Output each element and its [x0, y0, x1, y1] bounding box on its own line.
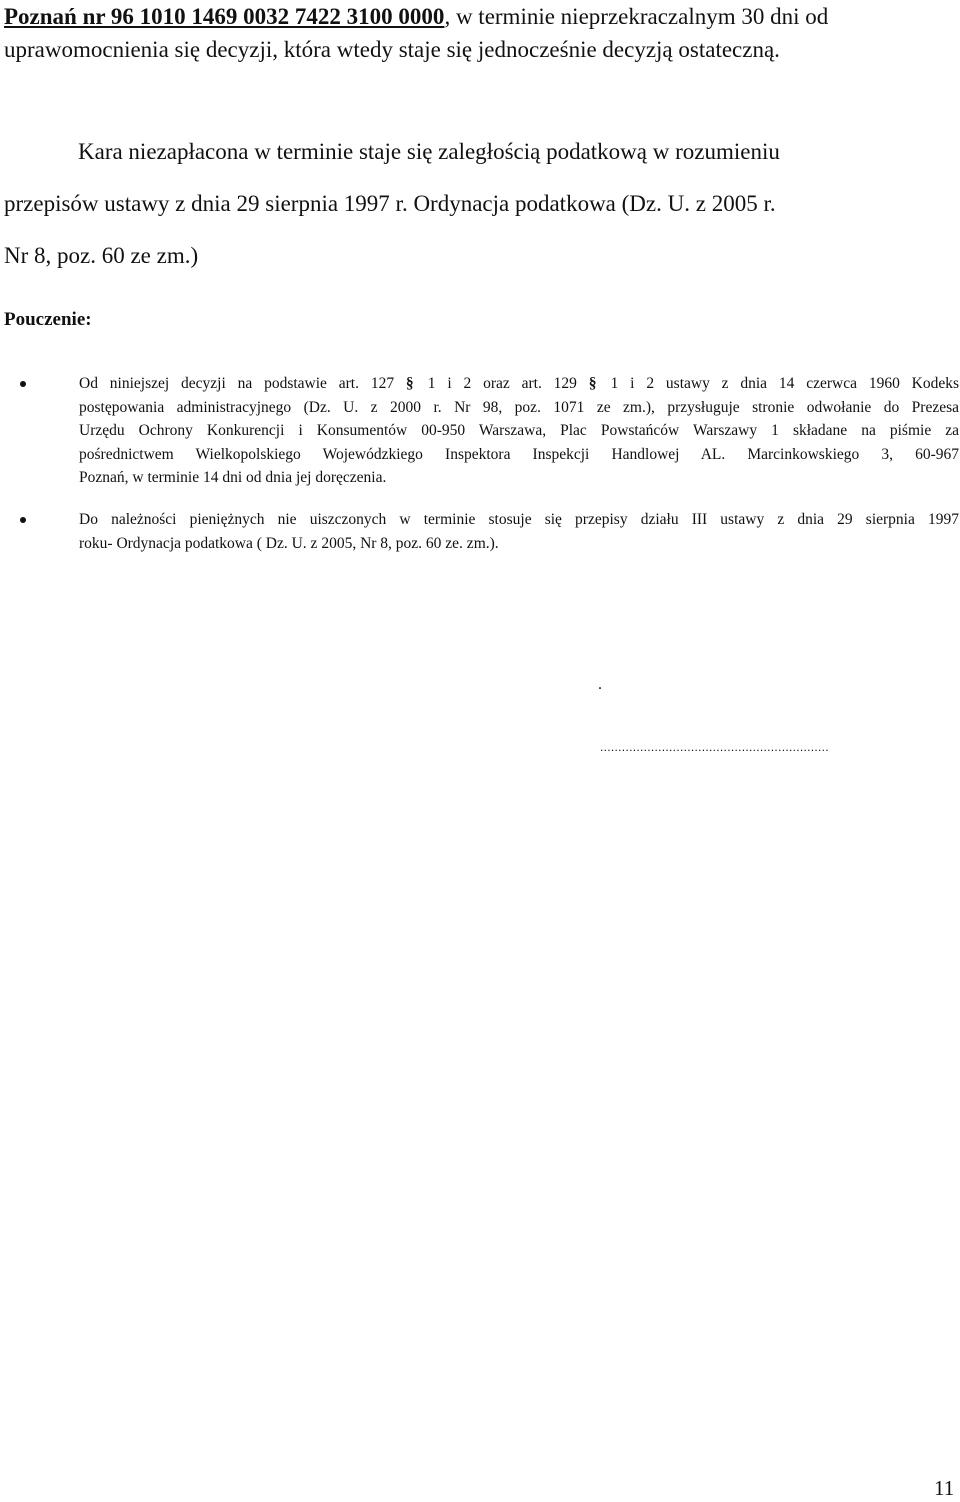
appeal-line-5: Poznań, w terminie 14 dni od dnia jej doręczenia. — [79, 469, 387, 486]
appeal-line-4: pośrednictwem Wielkopolskiego Wojewódzkiego Inspektora Inspekcji Handlowej AL. Marcinkowskiego 3, 60-967 — [79, 445, 959, 463]
signature-dot: . — [598, 676, 602, 693]
appeal-text — [79, 372, 959, 490]
payment-line-1-rest: , w terminie nieprzekraczalnym 30 dni od — [444, 4, 829, 29]
arrears-line-1: Kara niezapłacona w terminie staje się zaległością podatkową w rozumieniu — [78, 139, 780, 164]
section-symbol-icon: § — [588, 375, 597, 392]
payment-line-2: uprawomocnienia się decyzji, która wtedy staje się jednocześnie decyzją ostateczną. — [4, 37, 780, 62]
appeal-line-2: postępowania administracyjnego (Dz. U. z 2000 r. Nr 98, poz. 1071 ze zm.), przysługuje stronie odwołanie do Prezesa — [79, 398, 959, 416]
arrears-rules-text — [79, 508, 959, 555]
page-number: 11 — [934, 1476, 955, 1500]
arrears-paragraph — [4, 126, 958, 282]
bullet-icon — [20, 381, 26, 387]
section-symbol-icon: § — [405, 375, 414, 392]
instruction-heading: Pouczenie: — [4, 309, 92, 330]
appeal-line-1-a: Od niniejszej decyzji na podstawie art. 127 — [79, 375, 395, 392]
appeal-line-1-c: 1 i 2 ustawy z dnia 14 czerwca 1960 Kodeks — [610, 375, 960, 392]
signature-line: ............................................................... — [600, 740, 829, 754]
bullet-icon — [20, 517, 26, 523]
arrears-rules-line-1: Do należności pieniężnych nie uiszczonych w terminie stosuje się przepisy działu III ustawy z dnia 29 sierpnia 1997 — [79, 511, 959, 528]
appeal-line-1 — [79, 372, 959, 396]
appeal-line-3: Urzędu Ochrony Konkurencji i Konsumentów 00-950 Warszawa, Plac Powstańców Warszawy 1 składane na piśmie za — [79, 422, 959, 439]
arrears-line-2: przepisów ustawy z dnia 29 sierpnia 1997 r. Ordynacja podatkowa (Dz. U. z 2005 r. — [4, 191, 776, 216]
payment-line-1 — [4, 0, 956, 33]
arrears-rules-line-2: roku- Ordynacja podatkowa ( Dz. U. z 2005, Nr 8, poz. 60 ze. zm.). — [79, 534, 499, 552]
bank-account-number: Poznań nr 96 1010 1469 0032 7422 3100 0000 — [4, 4, 445, 29]
arrears-line-3: Nr 8, poz. 60 ze zm.) — [4, 243, 199, 268]
payment-paragraph — [4, 0, 956, 66]
appeal-line-1-b: 1 i 2 oraz art. 129 — [427, 375, 577, 392]
